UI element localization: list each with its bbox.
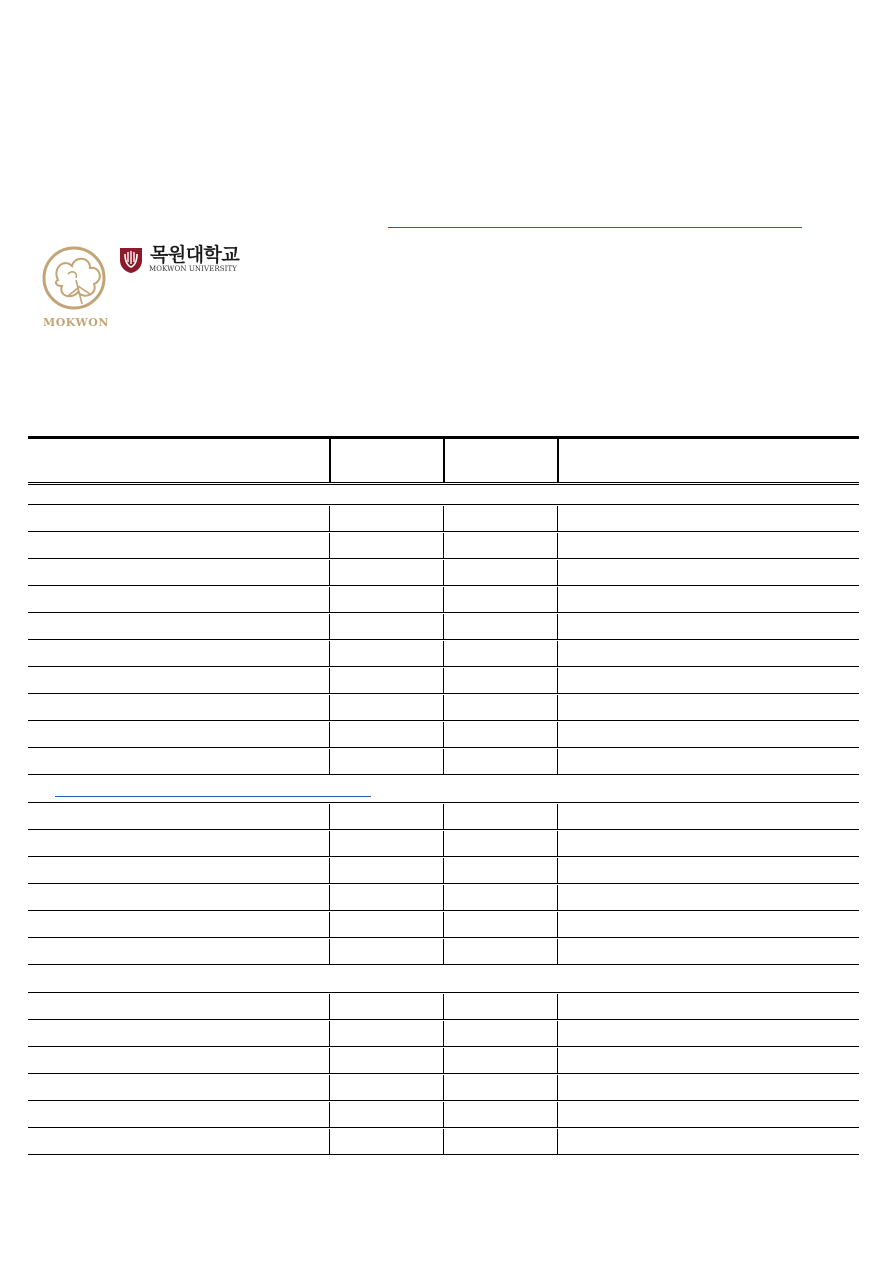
table-row (28, 505, 859, 532)
cell-divider (443, 722, 444, 748)
table-section (28, 993, 859, 1155)
cell-divider (329, 858, 330, 884)
cell-divider (329, 695, 330, 721)
cell-divider (443, 939, 444, 965)
cell-divider (557, 533, 558, 559)
table-row (28, 857, 859, 884)
cell-divider (557, 912, 558, 938)
table-row (28, 640, 859, 667)
cell-divider (443, 1102, 444, 1128)
cell-divider (443, 533, 444, 559)
university-emblem-icon (118, 246, 144, 274)
cell-divider (443, 587, 444, 613)
university-name-english: MOKWON UNIVERSITY (149, 265, 237, 273)
cell-divider (443, 1021, 444, 1047)
cell-divider (329, 939, 330, 965)
hyperlink-underline[interactable] (388, 227, 802, 228)
cell-divider (329, 641, 330, 667)
table-row (28, 1047, 859, 1074)
table-row (28, 911, 859, 938)
cell-divider (557, 506, 558, 532)
cell-divider (443, 560, 444, 586)
course-table (28, 436, 859, 1155)
cell-divider (443, 804, 444, 830)
table-row (28, 884, 859, 911)
table-row (28, 1074, 859, 1101)
table-row (28, 993, 859, 1020)
table-row (28, 1101, 859, 1128)
cotton-flower-icon (38, 244, 114, 314)
section-link-underline[interactable] (55, 796, 371, 797)
mokwon-cotton-logo (38, 244, 114, 330)
cell-divider (557, 668, 558, 694)
cell-divider (557, 614, 558, 640)
cell-divider (557, 722, 558, 748)
cell-divider (557, 885, 558, 911)
cell-divider (557, 1048, 558, 1074)
university-name-korean: 목원대학교 (150, 244, 240, 266)
cell-divider (557, 695, 558, 721)
table-row (28, 1128, 859, 1155)
cell-divider (557, 1021, 558, 1047)
cell-divider (329, 668, 330, 694)
cell-divider (329, 1021, 330, 1047)
cell-divider (329, 831, 330, 857)
cell-divider (557, 1102, 558, 1128)
table-row (28, 613, 859, 640)
cell-divider (443, 994, 444, 1020)
cell-divider (329, 560, 330, 586)
cell-divider (557, 587, 558, 613)
table-row (28, 1020, 859, 1047)
cell-divider (557, 939, 558, 965)
table-row (28, 830, 859, 857)
cell-divider (443, 695, 444, 721)
cell-divider (443, 668, 444, 694)
cell-divider (443, 614, 444, 640)
cell-divider (443, 1075, 444, 1101)
cell-divider (443, 506, 444, 532)
cell-divider (557, 749, 558, 775)
section-heading-row (28, 775, 859, 803)
table-row (28, 667, 859, 694)
cell-divider (329, 614, 330, 640)
cell-divider (329, 912, 330, 938)
cell-divider (557, 1129, 558, 1155)
cell-divider (443, 1048, 444, 1074)
table-row (28, 748, 859, 775)
cell-divider (329, 1129, 330, 1155)
table-row (28, 559, 859, 586)
table-row (28, 803, 859, 830)
section-heading-row (28, 965, 859, 993)
cell-divider (557, 831, 558, 857)
cell-divider (329, 1075, 330, 1101)
cell-divider (329, 1048, 330, 1074)
cell-divider (557, 1075, 558, 1101)
cell-divider (329, 533, 330, 559)
cell-divider (557, 994, 558, 1020)
cell-divider (329, 885, 330, 911)
table-row (28, 586, 859, 613)
cell-divider (329, 722, 330, 748)
cell-divider (329, 994, 330, 1020)
cell-divider (443, 749, 444, 775)
table-row (28, 938, 859, 965)
cell-divider (329, 1102, 330, 1128)
cell-divider (443, 831, 444, 857)
cell-divider (329, 749, 330, 775)
cell-divider (557, 560, 558, 586)
cell-divider (329, 506, 330, 532)
cell-divider (557, 641, 558, 667)
section-heading-row (28, 485, 859, 505)
table-section (28, 803, 859, 965)
cell-divider (329, 804, 330, 830)
cell-divider (557, 804, 558, 830)
table-row (28, 694, 859, 721)
header-divider (329, 439, 331, 482)
table-row (28, 532, 859, 559)
mokwon-logo-text: MOKWON (43, 316, 109, 329)
mokwon-university-logo (118, 244, 243, 276)
table-row (28, 721, 859, 748)
cell-divider (443, 912, 444, 938)
cell-divider (329, 587, 330, 613)
cell-divider (557, 858, 558, 884)
table-header (28, 439, 859, 482)
cell-divider (443, 1129, 444, 1155)
cell-divider (443, 858, 444, 884)
cell-divider (443, 641, 444, 667)
table-section (28, 505, 859, 775)
header-divider (443, 439, 445, 482)
cell-divider (443, 885, 444, 911)
header-divider (557, 439, 559, 482)
